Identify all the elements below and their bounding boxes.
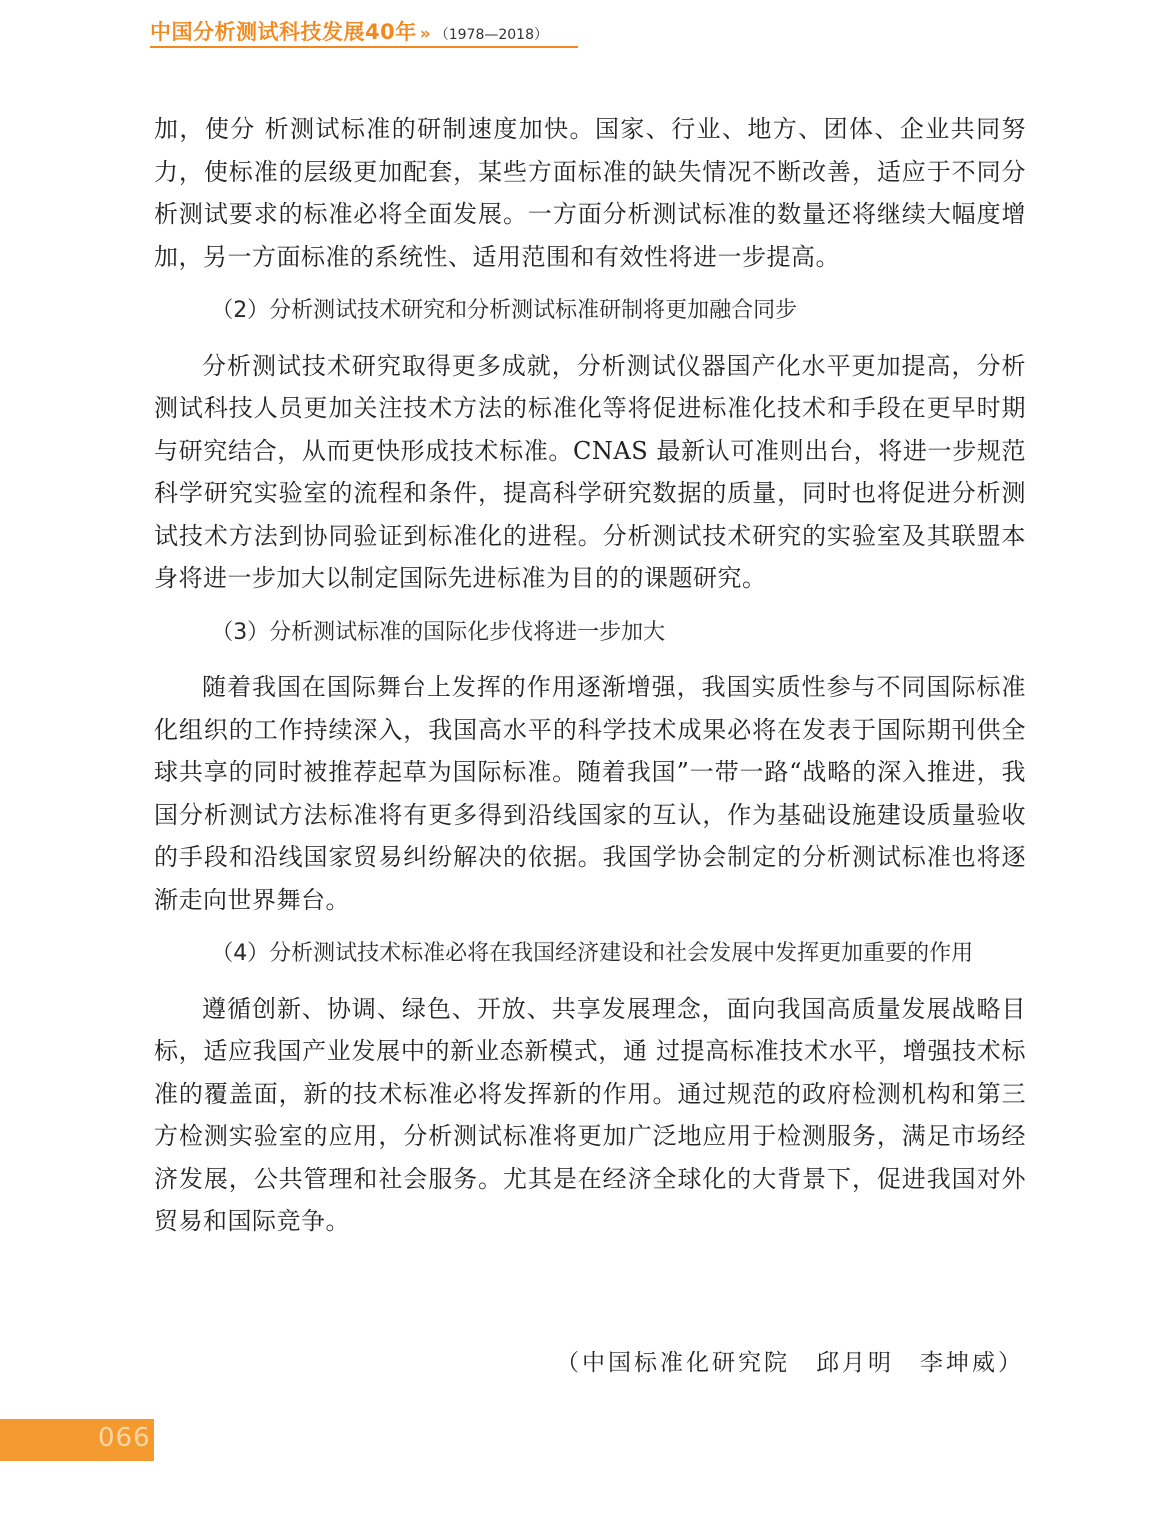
paragraph-section-2: 分析测试技术研究取得更多成就，分析测试仪器国产化水平更加提高，分析测试科技人员更加关注技术方法的标准化等将促进标准化技术和手段在更早时期与研究结合，从而更快形成技术标准。CNAS 最新认可准则出台，将进一步规范科学研究实验室的流程和条件，提高科学研究数据的质量，同时也将促进分析测试技术方法到协同验证到标准化的进程。分析测试技术研究的实验室及其联盟本身将进一步加大以制定国际先进标准为目的的课题研究。 bbox=[154, 351, 1026, 592]
section-heading-3: （3）分析测试标准的国际化步伐将进一步加大 bbox=[211, 619, 666, 645]
running-header bbox=[150, 16, 548, 44]
author-signature: （中国标准化研究院 邱月明 李坤威） bbox=[556, 1350, 1024, 1376]
section-heading-2: （2）分析测试技术研究和分析测试标准研制将更加融合同步 bbox=[211, 298, 798, 323]
header-years: （1978—2018） bbox=[434, 27, 548, 43]
header-title: 中国分析测试科技发展40年 bbox=[150, 20, 417, 44]
article-body bbox=[154, 108, 1026, 1243]
header-divider bbox=[150, 46, 578, 48]
double-chevron-icon: » bbox=[419, 24, 431, 44]
paragraph-section-3: 随着我国在国际舞台上发挥的作用逐渐增强，我国实质性参与不同国际标准化组织的工作持续深入，我国高水平的科学技术成果必将在发表于国际期刊供全球共享的同时被推荐起草为国际标准。随着我国”一带一路“战略的深入推进，我国分析测试方法标准将有更多得到沿线国家的互认，作为基础设施建设质量验收的手段和沿线国家贸易纠纷解决的依据。我国学协会制定的分析测试标准也将逐渐走向世界舞台。 bbox=[154, 673, 1026, 914]
section-heading-4: （4）分析测试技术标准必将在我国经济建设和社会发展中发挥更加重要的作用 bbox=[211, 941, 974, 966]
paragraph-section-4: 遵循创新、协调、绿色、开放、共享发展理念，面向我国高质量发展战略目标，适应我国产业发展中的新业态新模式，通 过提高标准技术水平，增强技术标准的覆盖面，新的技术标准必将发挥新的作用。通过规范的政府检测机构和第三方检测实验室的应用，分析测试标准将更加广泛地应用于检测服务，满足市场经济发展，公共管理和社会服务。尤其是在经济全球化的大背景下，促进我国对外贸易和国际竞争。 bbox=[154, 994, 1026, 1235]
page-number: 066 bbox=[98, 1423, 151, 1453]
paragraph-continued: 加，使分 析测试标准的研制速度加快。国家、行业、地方、团体、企业共同努力，使标准的层级更加配套，某些方面标准的缺失情况不断改善，适应于不同分析测试要求的标准必将全面发展。一方面分析测试标准的数量还将继续大幅度增加，另一方面标准的系统性、适用范围和有效性将进一步提高。 bbox=[154, 115, 1026, 271]
